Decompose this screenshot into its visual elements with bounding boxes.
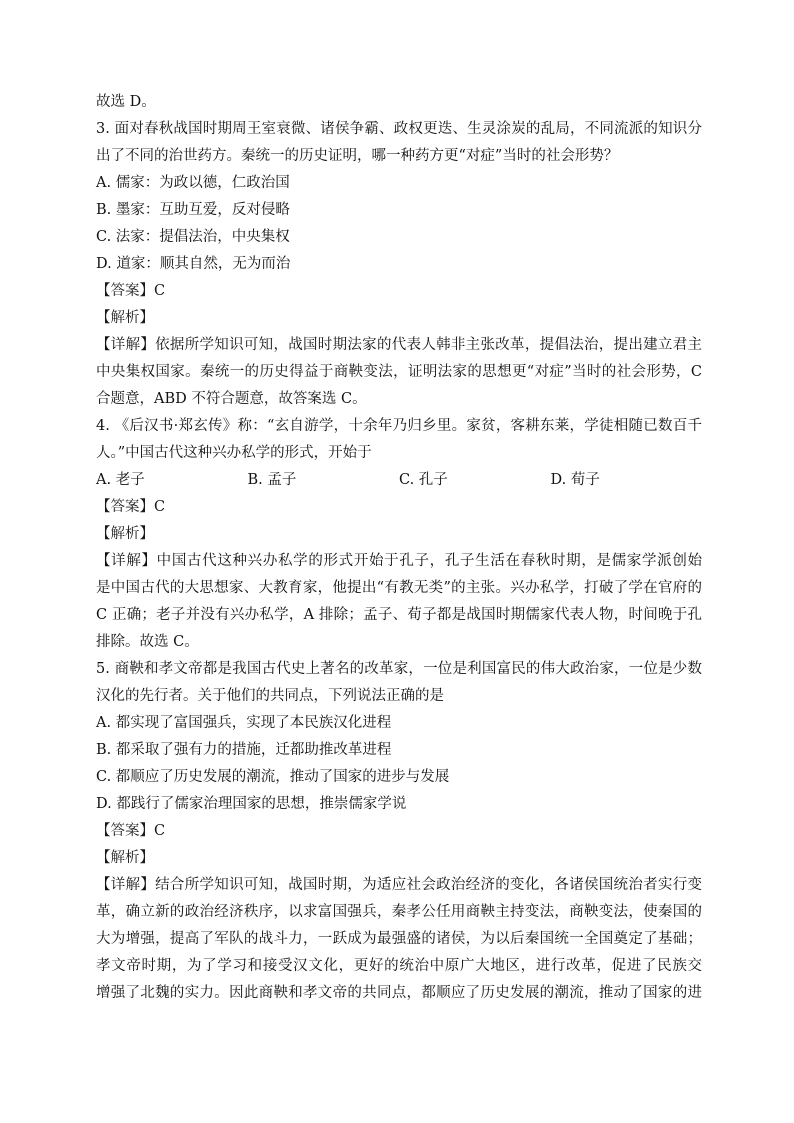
question-5-explanation-line-5: 增强了北魏的实力。因此商鞅和孝文帝的共同点，都顺应了历史发展的潮流，推动了国家的进 bbox=[96, 985, 702, 1001]
question-4-explanation-line-1: 【详解】中国古代这种兴办私学的形式开始于孔子，孔子生活在春秋时期，是儒家学派创始 bbox=[96, 553, 702, 569]
question-3-option-a: A. 儒家：为政以德，仁政治国 bbox=[96, 175, 290, 191]
question-4-option-a: A. 老子 bbox=[96, 472, 145, 488]
question-4-explanation-line-2: 是中国古代的大思想家、大教育家，他提出“有教无类”的主张。兴办私学，打破了学在官府的 bbox=[96, 580, 702, 596]
question-4-explanation-line-4: 排除。故选 C。 bbox=[96, 634, 199, 650]
question-5-explanation-line-3: 大为增强，提高了军队的战斗力，一跃成为最强盛的诸侯，为以后秦国统一全国奠定了基础； bbox=[96, 931, 702, 947]
question-5-option-c: C. 都顺应了历史发展的潮流，推动了国家的进步与发展 bbox=[96, 769, 450, 785]
question-4-answer: 【答案】C bbox=[96, 499, 166, 515]
question-5-text-line-2: 汉化的先行者。关于他们的共同点，下列说法正确的是 bbox=[96, 688, 444, 704]
question-3-analysis-heading: 【解析】 bbox=[96, 310, 154, 326]
question-5-answer: 【答案】C bbox=[96, 823, 166, 839]
question-4-explanation-line-3: C 正确；老子并没有兴办私学，A 排除；孟子、荀子都是战国时期儒家代表人物，时间晚于孔 bbox=[96, 607, 702, 623]
question-3-explanation-line-3: 合题意，ABD 不符合题意，故答案选 C。 bbox=[96, 391, 367, 407]
question-4-analysis-heading: 【解析】 bbox=[96, 526, 154, 542]
question-4-options bbox=[96, 467, 702, 494]
question-3-explanation-line-2: 中央集权国家。秦统一的历史得益于商鞅变法，证明法家的思想更“对症”当时的社会形势，C bbox=[96, 364, 702, 380]
question-3-text-line-1: 3. 面对春秋战国时期周王室衰微、诸侯争霸、政权更迭、生灵涂炭的乱局，不同流派的知识分 bbox=[96, 121, 702, 137]
question-4-option-d: D. 荀子 bbox=[550, 472, 600, 488]
question-5-option-d: D. 都践行了儒家治理国家的思想，推崇儒家学说 bbox=[96, 796, 407, 812]
question-3-explanation-line-1: 【详解】依据所学知识可知，战国时期法家的代表人韩非主张改革，提倡法治，提出建立君主 bbox=[96, 337, 702, 353]
question-3-text-line-2: 出了不同的治世药方。秦统一的历史证明，哪一种药方更“对症”当时的社会形势？ bbox=[96, 148, 619, 164]
question-3-option-d: D. 道家：顺其自然，无为而治 bbox=[96, 256, 291, 272]
question-4-text-line-2: 人。”中国古代这种兴办私学的形式，开始于 bbox=[96, 445, 372, 461]
prev-answer-line: 故选 D。 bbox=[96, 94, 156, 110]
question-5-option-b: B. 都采取了强有力的措施，迁都助推改革进程 bbox=[96, 742, 392, 758]
question-5-text-line-1: 5. 商鞅和孝文帝都是我国古代史上著名的改革家，一位是利国富民的伟大政治家，一位是少数 bbox=[96, 661, 702, 677]
question-3-option-b: B. 墨家：互助互爱，反对侵略 bbox=[96, 202, 290, 218]
question-5-explanation-line-1: 【详解】结合所学知识可知，战国时期，为适应社会政治经济的变化，各诸侯国统治者实行变 bbox=[96, 877, 702, 893]
question-5-explanation-line-4: 孝文帝时期，为了学习和接受汉文化，更好的统治中原广大地区，进行改革，促进了民族交 bbox=[96, 958, 702, 974]
question-3-option-c: C. 法家：提倡法治，中央集权 bbox=[96, 229, 290, 245]
question-4-option-c: C. 孔子 bbox=[399, 472, 448, 488]
question-5-explanation-line-2: 革，确立新的政治经济秩序，以求富国强兵，秦孝公任用商鞅主持变法，商鞅变法，使秦国的 bbox=[96, 904, 702, 920]
question-3-answer: 【答案】C bbox=[96, 283, 166, 299]
page-content bbox=[96, 89, 702, 1007]
question-4-option-b: B. 孟子 bbox=[247, 472, 297, 488]
question-5-option-a: A. 都实现了富国强兵，实现了本民族汉化进程 bbox=[96, 715, 392, 731]
question-4-text-line-1: 4. 《后汉书·郑玄传》称：“玄自游学，十余年乃归乡里。家贫，客耕东莱，学徒相随已数百千 bbox=[96, 418, 702, 434]
question-5-analysis-heading: 【解析】 bbox=[96, 850, 154, 866]
